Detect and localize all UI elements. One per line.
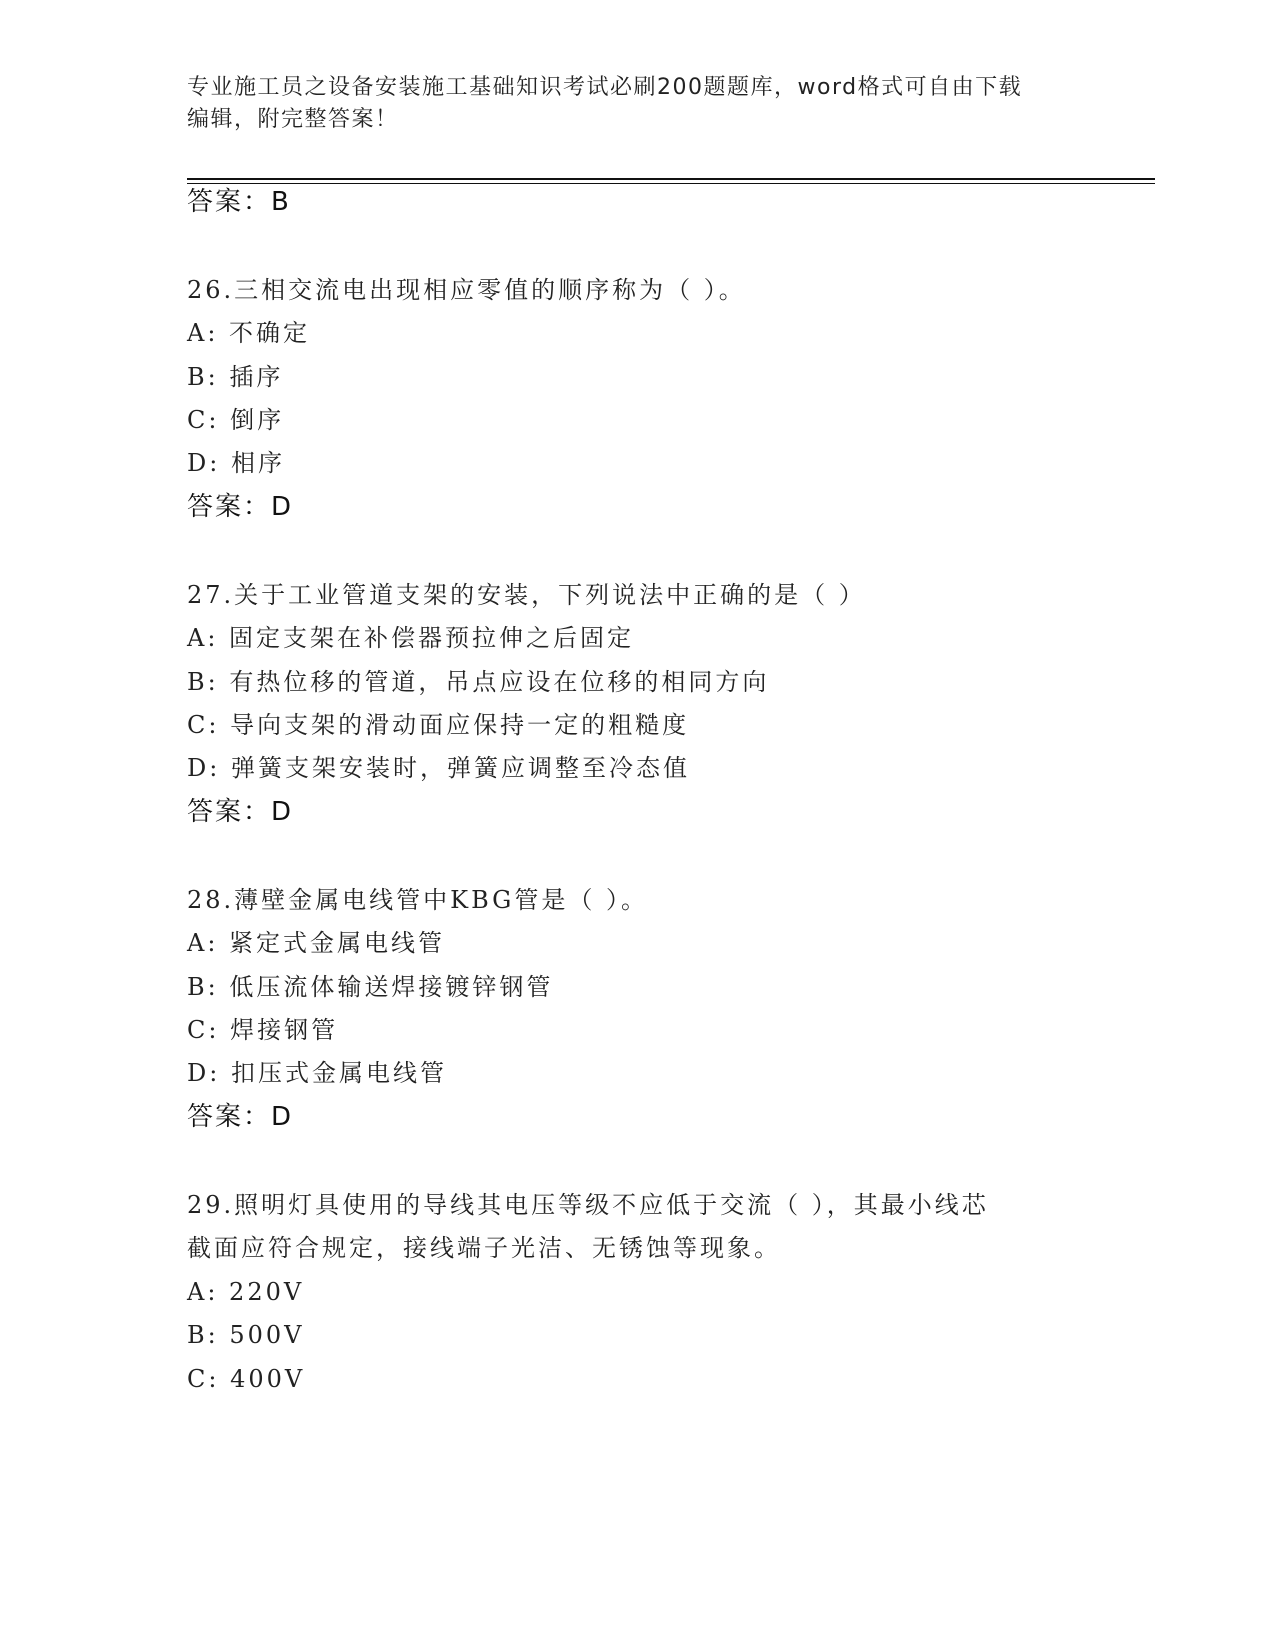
document-header (187, 72, 1067, 136)
question-29-option-b: B: 500V (187, 1321, 305, 1349)
previous-answer: 答案：B (187, 187, 291, 217)
question-26-option-a: A: 不确定 (187, 319, 311, 347)
header-line-1: 专业施工员之设备安装施工基础知识考试必刷200题题库，word格式可自由下载 (187, 75, 1023, 100)
question-27-option-c: C: 导向支架的滑动面应保持一定的粗糙度 (187, 711, 690, 739)
question-29-stem-line-2: 截面应符合规定，接线端子光洁、无锈蚀等现象。 (187, 1234, 781, 1262)
header-divider-thin (187, 183, 1155, 184)
question-27-option-a: A: 固定支架在补偿器预拉伸之后固定 (187, 624, 635, 652)
question-28-stem: 28.薄壁金属电线管中KBG管是（ ）。 (187, 886, 648, 914)
question-27-option-d: D: 弹簧支架安装时，弹簧应调整至冷态值 (187, 754, 690, 782)
question-26-option-d: D: 相序 (187, 449, 285, 477)
question-29-stem-line-1: 29.照明灯具使用的导线其电压等级不应低于交流（ ），其最小线芯 (187, 1191, 989, 1219)
question-27-stem: 27.关于工业管道支架的安装，下列说法中正确的是（ ） (187, 581, 866, 609)
question-26-answer: 答案：D (187, 492, 294, 522)
question-28-option-b: B: 低压流体输送焊接镀锌钢管 (187, 973, 554, 1001)
question-29-option-a: A: 220V (187, 1278, 305, 1306)
question-27-answer: 答案：D (187, 797, 294, 827)
question-27-option-b: B: 有热位移的管道，吊点应设在位移的相同方向 (187, 668, 770, 696)
question-28-option-d: D: 扣压式金属电线管 (187, 1059, 447, 1087)
header-line-2: 编辑，附完整答案！ (187, 107, 399, 132)
question-26-option-c: C: 倒序 (187, 406, 285, 434)
question-26-option-b: B: 插序 (187, 363, 284, 391)
question-28-option-c: C: 焊接钢管 (187, 1016, 339, 1044)
question-29-option-c: C: 400V (187, 1365, 306, 1393)
question-26-stem: 26.三相交流电出现相应零值的顺序称为（ ）。 (187, 276, 746, 304)
question-28-option-a: A: 紧定式金属电线管 (187, 929, 446, 957)
question-28-answer: 答案：D (187, 1102, 294, 1132)
header-divider-thick (187, 178, 1155, 180)
